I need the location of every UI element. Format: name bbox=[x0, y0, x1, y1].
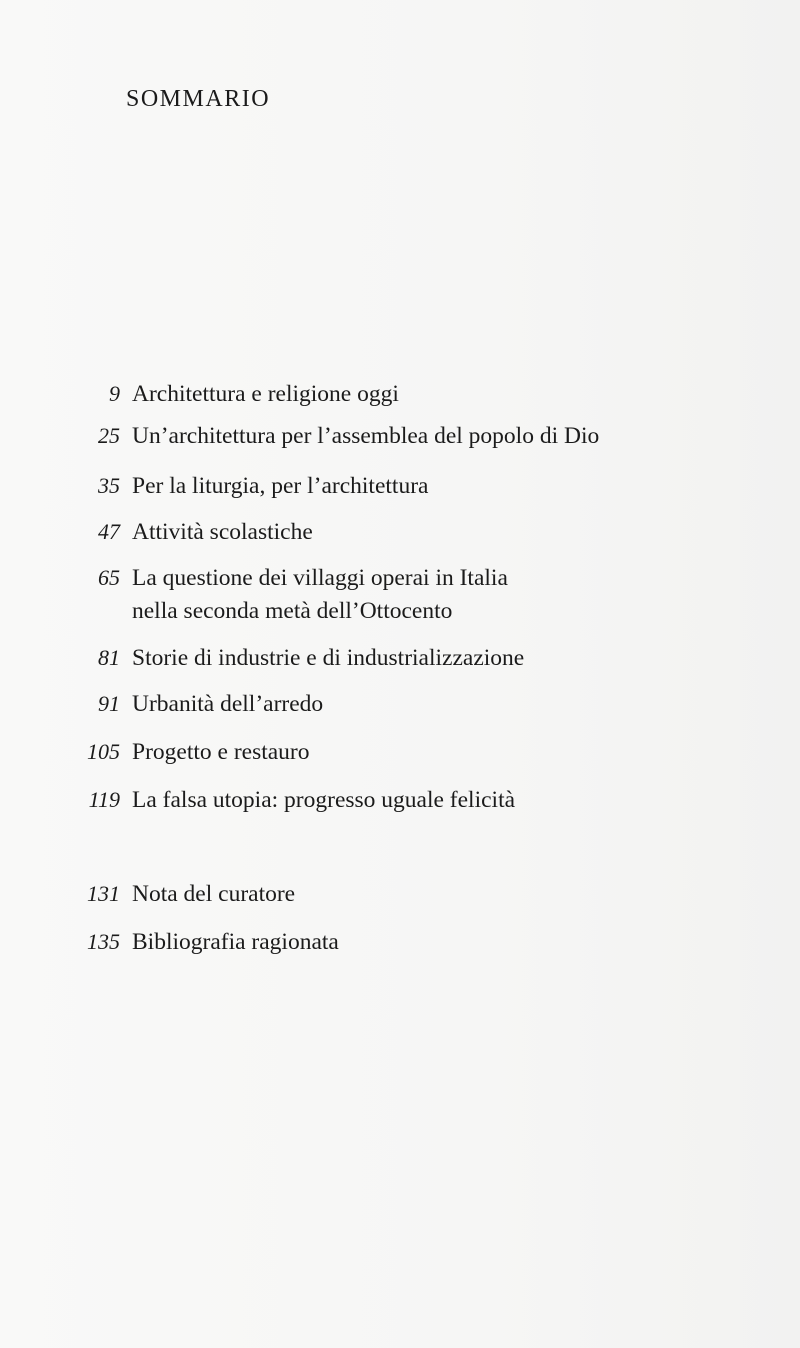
toc-entry-title bbox=[132, 516, 313, 549]
toc-page-number: 9 bbox=[109, 381, 120, 406]
toc-entry-title bbox=[132, 878, 295, 911]
toc-page-number: 35 bbox=[98, 473, 120, 498]
toc-title-line: Storie di industrie e di industrializzazione bbox=[132, 645, 525, 671]
toc-title-line: Attività scolastiche bbox=[132, 519, 313, 545]
toc-title-line: Bibliografia ragionata bbox=[132, 929, 339, 955]
toc-page-number: 25 bbox=[98, 423, 120, 448]
toc-page-number: 135 bbox=[87, 929, 120, 954]
toc-page-number: 65 bbox=[98, 565, 120, 590]
toc-entry-title bbox=[132, 926, 339, 959]
toc-title-line: La falsa utopia: progresso uguale felicità bbox=[132, 787, 516, 813]
page-title: SOMMARIO bbox=[126, 86, 271, 112]
toc-title-line: La questione dei villaggi operai in Italia bbox=[132, 565, 508, 591]
toc-title-line: Nota del curatore bbox=[132, 881, 296, 907]
toc-entry-title bbox=[132, 470, 428, 503]
toc-title-line: Per la liturgia, per l’architettura bbox=[132, 473, 429, 499]
toc-page-number: 105 bbox=[87, 739, 120, 764]
toc-entry-title bbox=[132, 642, 524, 675]
toc-entry-title bbox=[132, 378, 399, 411]
toc-title-line: Architettura e religione oggi bbox=[132, 381, 399, 407]
toc-entry-title bbox=[132, 736, 310, 769]
toc-title-line: nella seconda metà dell’Ottocento bbox=[132, 598, 453, 624]
toc-entry-title bbox=[132, 784, 515, 817]
toc-title-line: Progetto e restauro bbox=[132, 739, 310, 765]
toc-entry-title bbox=[132, 688, 323, 721]
toc-page-number: 91 bbox=[98, 691, 120, 716]
toc-page-number: 81 bbox=[98, 645, 120, 670]
toc-title-line: Un’architettura per l’assemblea del popolo di Dio bbox=[132, 423, 600, 449]
toc-title-line: Urbanità dell’arredo bbox=[132, 691, 324, 717]
toc-page-number: 47 bbox=[98, 519, 120, 544]
toc-page-number: 119 bbox=[88, 787, 120, 812]
toc-entry-title bbox=[132, 562, 508, 628]
toc-page-number: 131 bbox=[87, 881, 120, 906]
toc-entry-title bbox=[132, 420, 599, 453]
